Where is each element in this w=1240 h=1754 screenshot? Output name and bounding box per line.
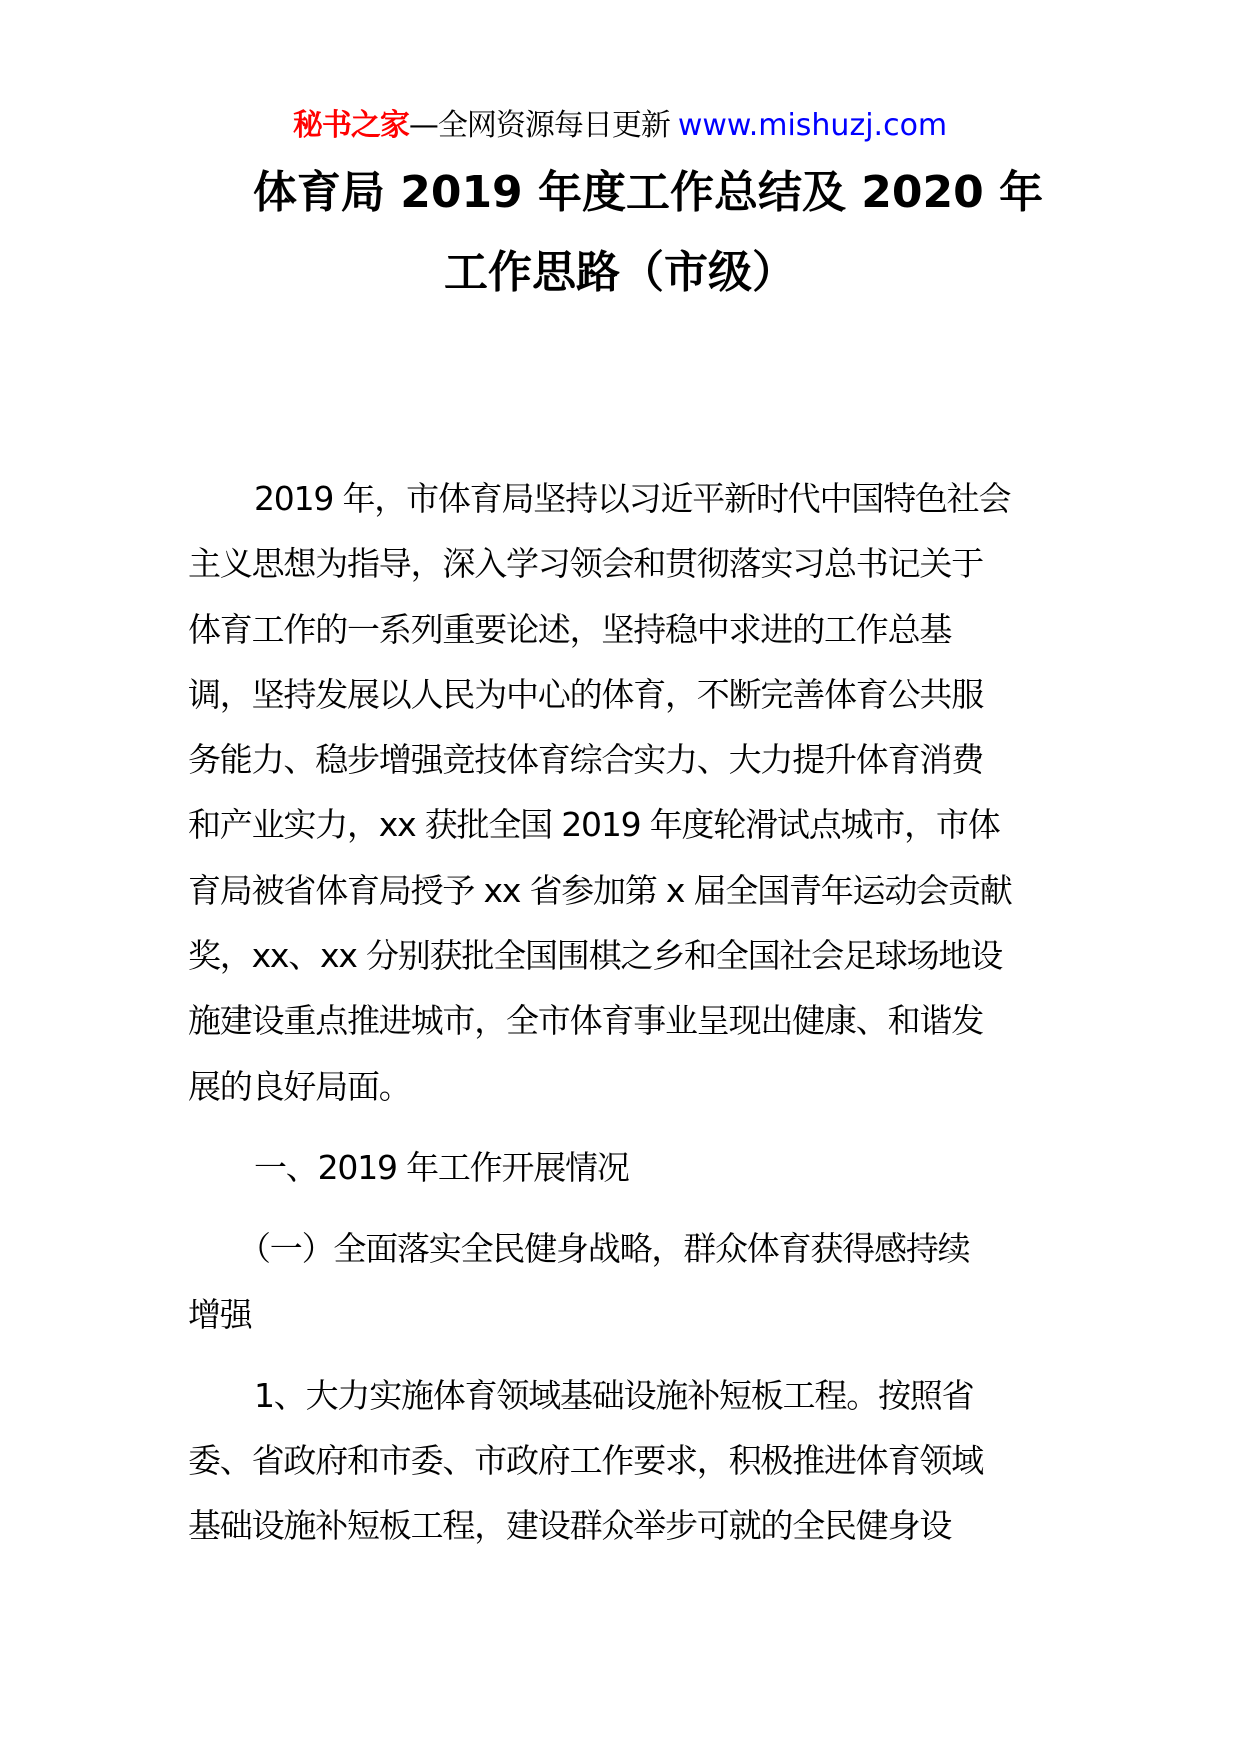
text-line: 展的良好局面。 (188, 1066, 411, 1106)
header-banner (0, 104, 1240, 148)
text-line: （一）全面落实全民健身战略，群众体育获得感持续 (238, 1229, 970, 1269)
header-url-link[interactable]: www.mishuzj.com (677, 108, 948, 143)
text-line: 增强 (188, 1294, 252, 1334)
text-line: 体育工作的一系列重要论述，坚持稳中求进的工作总基 (188, 609, 952, 649)
text-line: 1、大力实施体育领域基础设施补短板工程。按照省 (254, 1375, 974, 1415)
section-heading (188, 1135, 1050, 1200)
brand-name: 秘书之家 (292, 108, 409, 143)
subsection-heading (188, 1216, 1050, 1347)
document-title-line-2: 工作思路（市级） (444, 247, 796, 298)
intro-paragraph (188, 466, 1050, 1119)
text-line: 调，坚持发展以人民为中心的体育，不断完善体育公共服 (188, 674, 984, 714)
text-line: 奖，xx、xx 分别获批全国围棋之乡和全国社会足球场地设 (188, 936, 1003, 976)
section-heading-text: 一、2019 年工作开展情况 (254, 1147, 629, 1187)
item-paragraph-1 (188, 1363, 1050, 1559)
document-body (188, 466, 1050, 1559)
text-line: 务能力、稳步增强竞技体育综合实力、大力提升体育消费 (188, 740, 984, 780)
text-line: 委、省政府和市委、市政府工作要求，积极推进体育领域 (188, 1441, 984, 1481)
text-line: 2019 年，市体育局坚持以习近平新时代中国特色社会 (254, 479, 1011, 518)
document-title-line-1: 体育局 2019 年度工作总结及 2020 年 (252, 167, 1044, 218)
text-line: 和产业实力，xx 获批全国 2019 年度轮滑试点城市，市体 (188, 805, 1000, 845)
text-line: 主义思想为指导，深入学习领会和贯彻落实习总书记关于 (188, 544, 984, 584)
text-line: 施建设重点推进城市，全市体育事业呈现出健康、和谐发 (188, 1001, 984, 1041)
text-line: 基础设施补短板工程，建设群众举步可就的全民健身设 (188, 1506, 952, 1546)
text-line: 育局被省体育局授予 xx 省参加第 x 届全国青年运动会贡献 (188, 870, 1012, 910)
header-slogan: —全网资源每日更新 (408, 108, 670, 143)
